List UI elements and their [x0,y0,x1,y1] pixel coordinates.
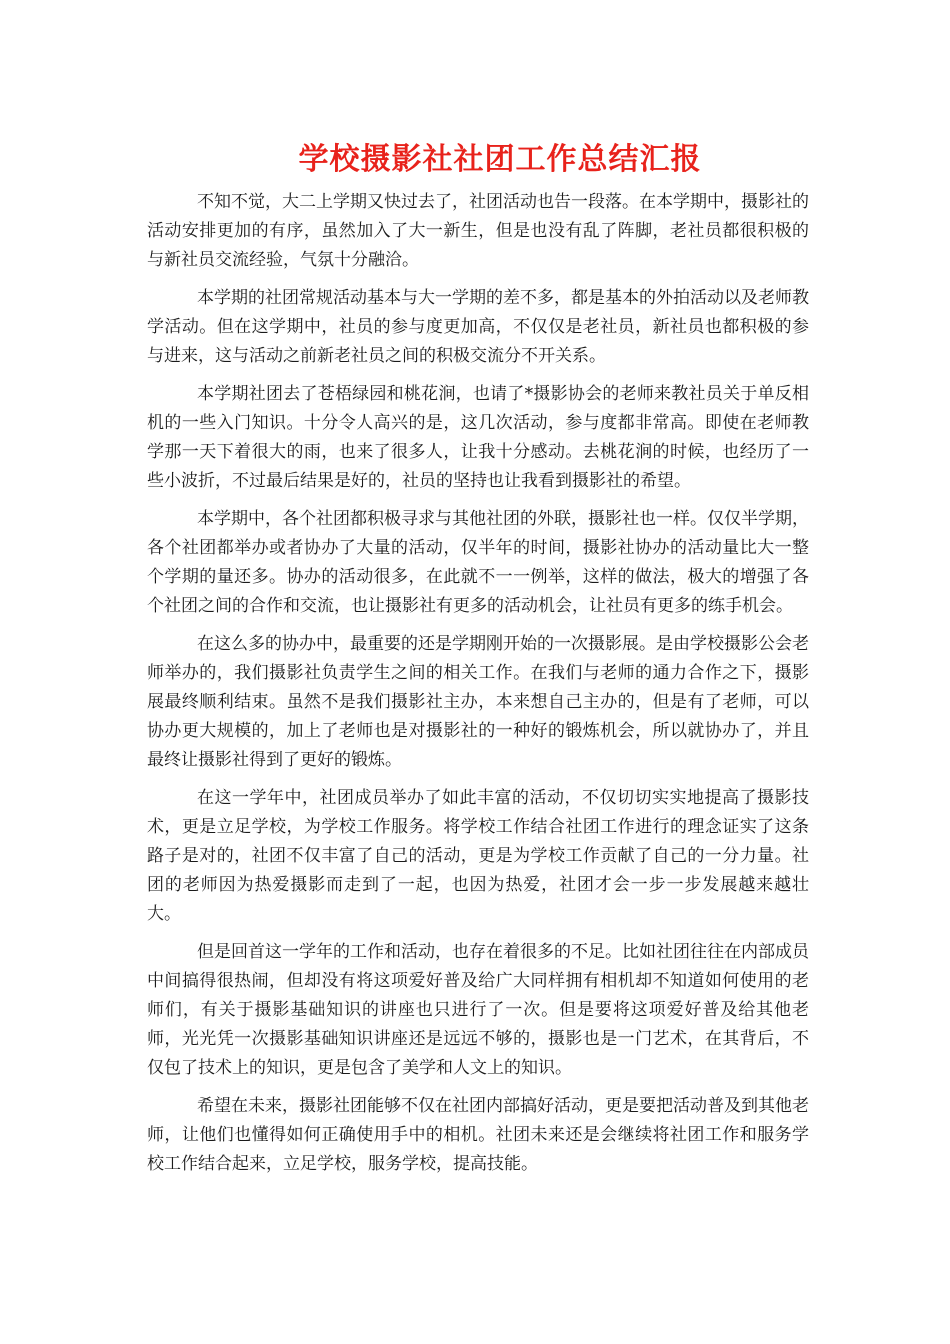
paragraph: 但是回首这一学年的工作和活动，也存在着很多的不足。比如社团往往在内部成员中间搞得很热闹，但却没有将这项爱好普及给广大同样拥有相机却不知道如何使用的老师们，有关于摄影基础知识的讲座也只进行了一次。但是要将这项爱好普及给其他老师，光光凭一次摄影基础知识讲座还是远远不够的，摄影也是一门艺术，在其背后，不仅包了技术上的知识，更是包含了美学和人文上的知识。 [147,942,809,1078]
paragraph: 本学期社团去了苍梧绿园和桃花涧，也请了*摄影协会的老师来教社员关于单反相机的一些入门知识。十分令人高兴的是，这几次活动，参与度都非常高。即使在老师教学那一天下着很大的雨，也来了很多人，让我十分感动。去桃花涧的时候，也经历了一些小波折，不过最后结果是好的，社员的坚持也让我看到摄影社的希望。 [147,384,809,491]
paragraph: 希望在未来，摄影社团能够不仅在社团内部搞好活动，更是要把活动普及到其他老师，让他们也懂得如何正确使用手中的相机。社团未来还是会继续将社团工作和服务学校工作结合起来，立足学校，服务学校，提高技能。 [147,1096,809,1174]
paragraph: 本学期的社团常规活动基本与大一学期的差不多，都是基本的外拍活动以及老师教学活动。但在这学期中，社员的参与度更加高，不仅仅是老社员，新社员也都积极的参与进来，这与活动之前新老社员之间的积极交流分不开关系。 [147,288,809,366]
paragraph: 在这一学年中，社团成员举办了如此丰富的活动，不仅切切实实地提高了摄影技术，更是立足学校，为学校工作服务。将学校工作结合社团工作进行的理念证实了这条路子是对的，社团不仅丰富了自己的活动，更是为学校工作贡献了自己的一分力量。社团的老师因为热爱摄影而走到了一起，也因为热爱，社团才会一步一步发展越来越壮大。 [147,788,809,924]
paragraph: 在这么多的协办中，最重要的还是学期刚开始的一次摄影展。是由学校摄影公会老师举办的，我们摄影社负责学生之间的相关工作。在我们与老师的通力合作之下，摄影展最终顺利结束。虽然不是我们摄影社主办，本来想自己主办的，但是有了老师，可以协办更大规模的，加上了老师也是对摄影社的一种好的锻炼机会，所以就协办了，并且最终让摄影社得到了更好的锻炼。 [147,634,809,770]
document-body [147,188,809,1188]
paragraph: 本学期中，各个社团都积极寻求与其他社团的外联，摄影社也一样。仅仅半学期，各个社团都举办或者协办了大量的活动，仅半年的时间，摄影社协办的活动量比大一整个学期的量还多。协办的活动很多，在此就不一一例举，这样的做法，极大的增强了各个社团之间的合作和交流，也让摄影社有更多的活动机会，让社员有更多的练手机会。 [147,509,809,616]
paragraph: 不知不觉，大二上学期又快过去了，社团活动也告一段落。在本学期中，摄影社的活动安排更加的有序，虽然加入了大一新生，但是也没有乱了阵脚，老社员都很积极的与新社员交流经验，气氛十分融洽。 [147,192,809,270]
document-title: 学校摄影社社团工作总结汇报 [298,142,702,177]
